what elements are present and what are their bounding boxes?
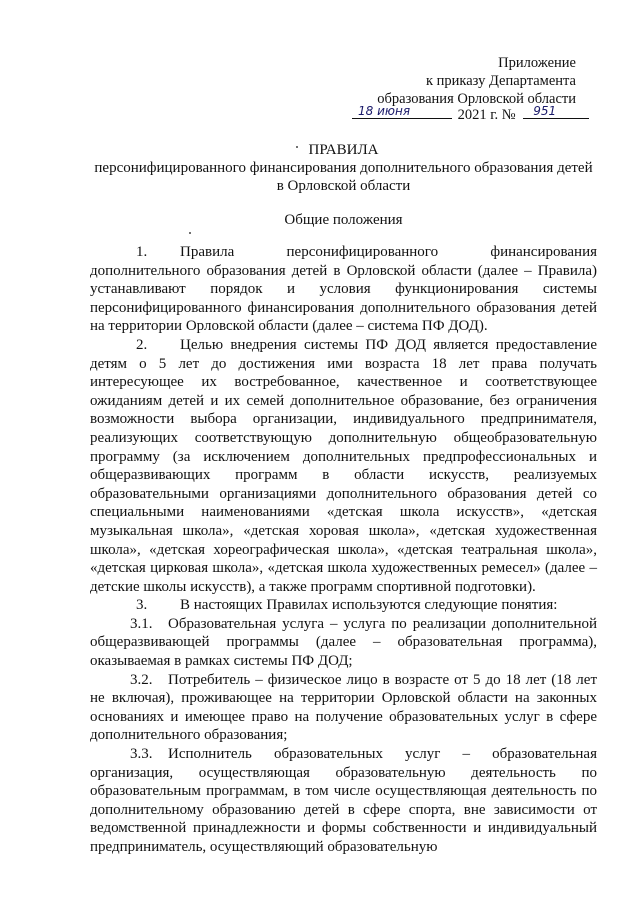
paragraph-3-1	[90, 615, 597, 671]
paragraph-number: 3.2.	[130, 671, 153, 688]
date-underline	[352, 104, 452, 119]
paragraph-text: Исполнитель образовательных услуг – образовательная организация, осуществляющая образовательную деятельность по образовательным программам, в том числе осуществляющая деятельность по дополнительному образованию детей в сфере спорта, вне зависимости от ведомственной принадлежности и формы собственности и индивидуальный предприниматель, осуществляющий образовательную	[90, 746, 597, 855]
paragraph-3-3	[90, 745, 597, 857]
appendix-line-1: Приложение	[498, 55, 576, 71]
paragraph-text: Правила персонифицированного финансирования дополнительного образования детей в Орловской области (далее – Правила) устанавливают порядок и условия функционирования системы персонифицированного финансирования дополнительного образования детей на территории Орловской области (далее – система ПФ ДОД).	[90, 244, 597, 335]
section-heading: Общие положения	[284, 212, 403, 228]
paragraph-number: 3.1.	[130, 615, 153, 632]
scan-speck	[296, 146, 298, 148]
appendix-block	[336, 54, 576, 108]
body-text	[90, 243, 597, 857]
paragraph-3	[90, 596, 597, 615]
order-year-label: 2021 г. №	[457, 107, 516, 123]
handwritten-date: 18 июня	[358, 104, 411, 118]
document-subtitle-2: в Орловской области	[276, 178, 411, 194]
scan-speck	[189, 232, 191, 234]
document-title: ПРАВИЛА	[308, 142, 379, 158]
paragraph-number: 3.3.	[130, 746, 153, 763]
paragraph-1	[90, 243, 597, 336]
paragraph-text: В настоящих Правилах используются следующие понятия:	[180, 597, 558, 614]
number-underline	[523, 104, 589, 119]
paragraph-text: Потребитель – физическое лицо в возрасте от 5 до 18 лет (18 лет не включая), проживающее на территории Орловской области на законных основаниях и имеющее право на получение образовательных услуг в сфере дополнительного образования;	[90, 671, 597, 744]
paragraph-text: Целью внедрения системы ПФ ДОД является предоставление детям о 5 лет до достижения ими возраста 18 лет права получать интересующее их востребованное, качественное и соответствующее ожиданиям детей и их семей дополнительное образование, без ограничения возможности выбора организации, индивидуального предпринимателя, реализующих соответствующую дополнительную общеобразовательную программу (за исключением дополнительных предпрофессиональных и общеразвивающих программ в области искусств, реализуемых образовательными организациями дополнительного образования детей со специальными наименованиями «детская школа искусств», «детская музыкальная школа», «детская хоровая школа», «детская художественная школа», «детская хореографическая школа», «детская театральная школа», «детская цирковая школа», «детская школа художественных ремесел» (далее – детские школы искусств), а также программ спортивной подготовки).	[90, 336, 597, 595]
document-subtitle-1: персонифицированного финансирования дополнительного образования детей	[94, 160, 593, 176]
order-date-line	[352, 104, 589, 122]
appendix-line-3: образования Орловской области	[377, 91, 576, 107]
paragraph-2	[90, 336, 597, 596]
paragraph-number: 1.	[136, 244, 148, 260]
handwritten-number: 951	[533, 104, 557, 118]
appendix-line-2: к приказу Департамента	[425, 73, 576, 89]
paragraph-3-2	[90, 671, 597, 745]
paragraph-text: Образовательная услуга – услуга по реализации дополнительной общеразвивающей программы (далее – образовательная программа), оказываемая в рамках системы ПФ ДОД;	[90, 615, 597, 670]
paragraph-number: 2.	[136, 336, 148, 353]
paragraph-number: 3.	[136, 597, 148, 614]
